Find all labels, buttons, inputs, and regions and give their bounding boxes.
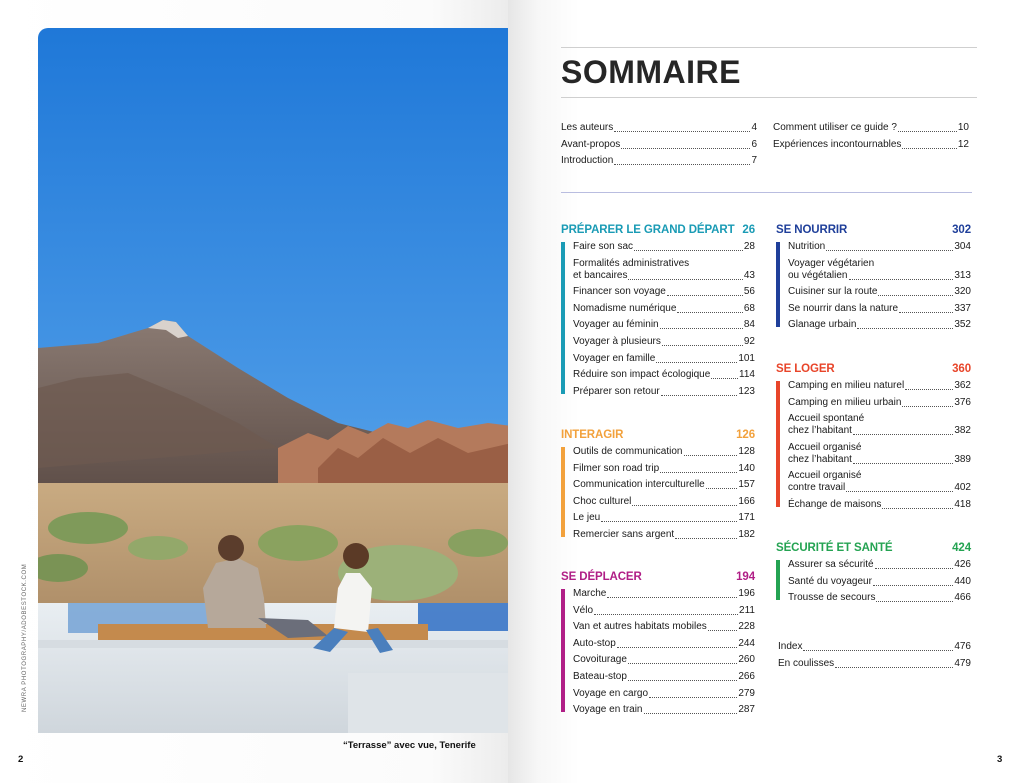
toc-entry-page: 402 (954, 482, 971, 494)
toc-entry-page: 266 (738, 670, 755, 682)
section-divider (561, 192, 972, 193)
toc-entry-page: 287 (738, 704, 755, 716)
section-nourrir (776, 224, 971, 336)
toc-entry[interactable] (788, 303, 971, 315)
toc-entry[interactable]: Index 476 (778, 641, 971, 652)
section-title: INTERAGIR (561, 429, 624, 441)
toc-entry[interactable] (573, 654, 755, 666)
toc-entry-page: 320 (954, 286, 971, 298)
toc-entry-label: Marche (573, 588, 607, 599)
toc-entry[interactable] (573, 463, 755, 475)
section-entries (776, 559, 971, 604)
travel-photo (38, 28, 512, 733)
toc-entry-label: Cuisiner sur la route (788, 286, 878, 298)
section-color-bar (561, 447, 565, 537)
section-preparer (561, 224, 755, 402)
toc-entry[interactable]: Comment utiliser ce guide ? 10 (773, 122, 969, 133)
title-rule (561, 97, 977, 98)
toc-entry[interactable] (573, 386, 755, 398)
toc-entry-label: et bancaires (573, 269, 628, 281)
toc-entry[interactable] (788, 380, 971, 392)
toc-entry[interactable] (788, 559, 971, 571)
toc-entry-page: 260 (738, 654, 755, 666)
toc-entry-label: chez l’habitant (788, 453, 852, 465)
toc-entry-label: Outils de communication (573, 446, 683, 457)
section-heading[interactable] (776, 224, 971, 236)
toc-entry-page: 92 (743, 335, 755, 347)
toc-entry[interactable] (573, 529, 755, 541)
intro-list-right (773, 122, 969, 155)
toc-entry[interactable] (573, 479, 755, 491)
toc-entry-label: Voyager à plusieurs (573, 335, 661, 347)
toc-entry[interactable] (788, 592, 971, 604)
toc-entry-label: Préparer son retour (573, 385, 660, 397)
section-title: SE LOGER (776, 363, 835, 375)
toc-entry[interactable] (788, 442, 971, 466)
toc-entry[interactable] (573, 353, 755, 365)
toc-entry-label: Voyager végétarien (788, 257, 875, 269)
toc-entry-page: 337 (954, 302, 971, 314)
toc-entry-label: Choc culturel (573, 495, 632, 507)
toc-entry-label: Remercier sans argent (573, 528, 675, 540)
section-entries (776, 380, 971, 511)
toc-entry-page: 382 (954, 425, 971, 437)
toc-entry[interactable] (573, 446, 755, 458)
section-page: 424 (952, 542, 971, 554)
section-entries (776, 241, 971, 331)
page-title: SOMMAIRE (561, 54, 741, 90)
toc-entry-page: 123 (738, 385, 755, 397)
toc-entry-page: 418 (954, 498, 971, 510)
toc-entry-page: 228 (738, 621, 755, 633)
toc-entry-page: 313 (954, 269, 971, 281)
section-heading[interactable] (561, 429, 755, 441)
toc-entry-page: 279 (738, 687, 755, 699)
toc-entry-label: Camping en milieu urbain (788, 396, 902, 408)
toc-entry-label: Accueil organisé (788, 441, 862, 453)
toc-entry-page: 128 (738, 446, 755, 457)
toc-entry-label: Voyage en train (573, 704, 643, 716)
toc-entry-page: 166 (738, 495, 755, 507)
section-interagir (561, 429, 755, 546)
toc-entry[interactable] (573, 605, 755, 617)
toc-entry[interactable] (788, 319, 971, 331)
toc-entry[interactable] (573, 704, 755, 716)
toc-entry-label: Bateau-stop (573, 670, 627, 682)
toc-entry[interactable] (788, 241, 971, 253)
photo-caption: “Terrasse” avec vue, Tenerife (343, 740, 476, 751)
toc-entry[interactable]: Avant-propos 6 (561, 138, 757, 150)
toc-entry-label: Vélo (573, 604, 594, 616)
toc-entry-page: 466 (954, 592, 971, 604)
toc-entry[interactable] (573, 638, 755, 650)
toc-entry-label: Formalités administratives (573, 257, 690, 269)
toc-entry[interactable] (788, 499, 971, 511)
toc-entry-page: 376 (954, 396, 971, 408)
toc-entry-label: Auto-stop (573, 637, 616, 649)
toc-entry[interactable] (788, 286, 971, 298)
section-heading[interactable] (561, 224, 755, 236)
toc-entry[interactable] (573, 671, 755, 683)
section-heading[interactable] (776, 542, 971, 554)
toc-entry-label: Le jeu (573, 512, 601, 524)
toc-entry-label: chez l’habitant (788, 425, 852, 437)
toc-entry-page: 362 (954, 380, 971, 391)
toc-entry[interactable] (573, 512, 755, 524)
toc-entry[interactable] (573, 369, 755, 381)
toc-entry-label: Se nourrir dans la nature (788, 302, 899, 314)
section-page: 302 (952, 224, 971, 236)
section-page: 360 (952, 363, 971, 375)
intro-list-left (561, 122, 757, 172)
toc-entry-label: Assurer sa sécurité (788, 559, 874, 570)
toc-entry-label: Santé du voyageur (788, 575, 872, 587)
toc-entry-label: Van et autres habitats mobiles (573, 621, 707, 633)
toc-entry[interactable]: Introduction 7 (561, 155, 757, 167)
section-heading[interactable] (776, 363, 971, 375)
toc-entry-page: 440 (954, 575, 971, 587)
section-page: 194 (736, 571, 755, 583)
section-color-bar (561, 589, 565, 712)
toc-entry-label: Voyager en famille (573, 352, 656, 364)
toc-entry[interactable] (573, 241, 755, 253)
section-page: 126 (736, 429, 755, 441)
toc-entry-label: Accueil organisé (788, 470, 862, 482)
toc-entry-label: Communication interculturelle (573, 479, 705, 491)
section-color-bar (561, 242, 565, 394)
toc-entry[interactable] (788, 576, 971, 588)
section-page: 26 (742, 224, 755, 236)
photo-illustration (38, 28, 512, 733)
toc-entry[interactable] (573, 688, 755, 700)
toc-entry-page: 196 (738, 588, 755, 599)
section-heading[interactable] (561, 571, 755, 583)
toc-entry[interactable] (788, 470, 971, 494)
page-number-right: 3 (997, 754, 1003, 765)
section-title: PRÉPARER LE GRAND DÉPART (561, 224, 735, 236)
toc-entry[interactable] (573, 588, 755, 600)
toc-entry[interactable]: Expériences incontournables 12 (773, 138, 969, 150)
section-color-bar (776, 560, 780, 600)
toc-entry-label: Accueil spontané (788, 413, 865, 425)
photo-credit: NEWRA PHOTOGRAPHY/ADOBESTOCK.COM (22, 563, 28, 712)
section-entries (561, 241, 755, 398)
toc-entry-label: ou végétalien (788, 269, 848, 281)
toc-entry-label: contre travail (788, 482, 846, 494)
section-securite (776, 542, 971, 609)
section-loger (776, 363, 971, 516)
toc-entry-label: Financer son voyage (573, 286, 666, 298)
section-entries (561, 588, 755, 716)
section-title: SÉCURITÉ ET SANTÉ (776, 542, 893, 554)
toc-entry[interactable] (573, 319, 755, 331)
toc-entry-label: Nomadisme numérique (573, 302, 677, 314)
section-entries (561, 446, 755, 541)
section-deplacer (561, 571, 755, 721)
section-title: SE DÉPLACER (561, 571, 642, 583)
section-color-bar (776, 381, 780, 507)
toc-entry[interactable] (573, 621, 755, 633)
toc-entry-label: Filmer son road trip (573, 462, 660, 474)
toc-entry[interactable] (573, 258, 755, 282)
toc-entry[interactable] (788, 413, 971, 437)
toc-entry[interactable]: En coulisses 479 (778, 657, 971, 669)
toc-entry-label: Trousse de secours (788, 592, 876, 604)
toc-entry[interactable] (788, 397, 971, 409)
toc-entry-label: Échange de maisons (788, 498, 882, 510)
toc-entry[interactable] (573, 496, 755, 508)
toc-entry-label: Covoiturage (573, 654, 627, 666)
toc-entry-page: 352 (954, 319, 971, 331)
toc-entry-page: 171 (738, 512, 755, 524)
toc-entry-page: 304 (954, 241, 971, 252)
page-number-left: 2 (18, 754, 24, 765)
toc-entry-page: 84 (743, 319, 755, 331)
back-matter-list (778, 641, 971, 674)
toc-entry-page: 140 (738, 462, 755, 474)
section-title: SE NOURRIR (776, 224, 848, 236)
toc-entry-page: 68 (743, 302, 755, 314)
toc-entry[interactable] (573, 303, 755, 315)
toc-entry-page: 43 (743, 269, 755, 281)
toc-entry-page: 244 (738, 637, 755, 649)
toc-entry-page: 157 (738, 479, 755, 491)
toc-entry-label: Voyager au féminin (573, 319, 659, 331)
toc-entry-label: Faire son sac (573, 241, 634, 252)
toc-entry[interactable] (573, 286, 755, 298)
toc-entry-page: 114 (739, 369, 755, 381)
toc-entry-page: 426 (954, 559, 971, 570)
toc-entry-page: 28 (743, 241, 755, 252)
toc-entry-label: Nutrition (788, 241, 826, 252)
toc-entry-page: 211 (739, 604, 755, 616)
toc-entry-label: Camping en milieu naturel (788, 380, 905, 391)
toc-entry[interactable] (573, 336, 755, 348)
toc-entry-page: 56 (743, 286, 755, 298)
toc-entry[interactable]: Les auteurs 4 (561, 122, 757, 133)
toc-entry-label: Voyage en cargo (573, 687, 649, 699)
toc-entry-page: 182 (738, 528, 755, 540)
toc-entry-label: Réduire son impact écologique (573, 369, 711, 381)
toc-entry-page: 101 (738, 352, 755, 364)
toc-entry-label: Glanage urbain (788, 319, 857, 331)
section-color-bar (776, 242, 780, 327)
toc-entry-page: 389 (954, 453, 971, 465)
top-rule (561, 47, 977, 48)
toc-entry[interactable] (788, 258, 971, 282)
